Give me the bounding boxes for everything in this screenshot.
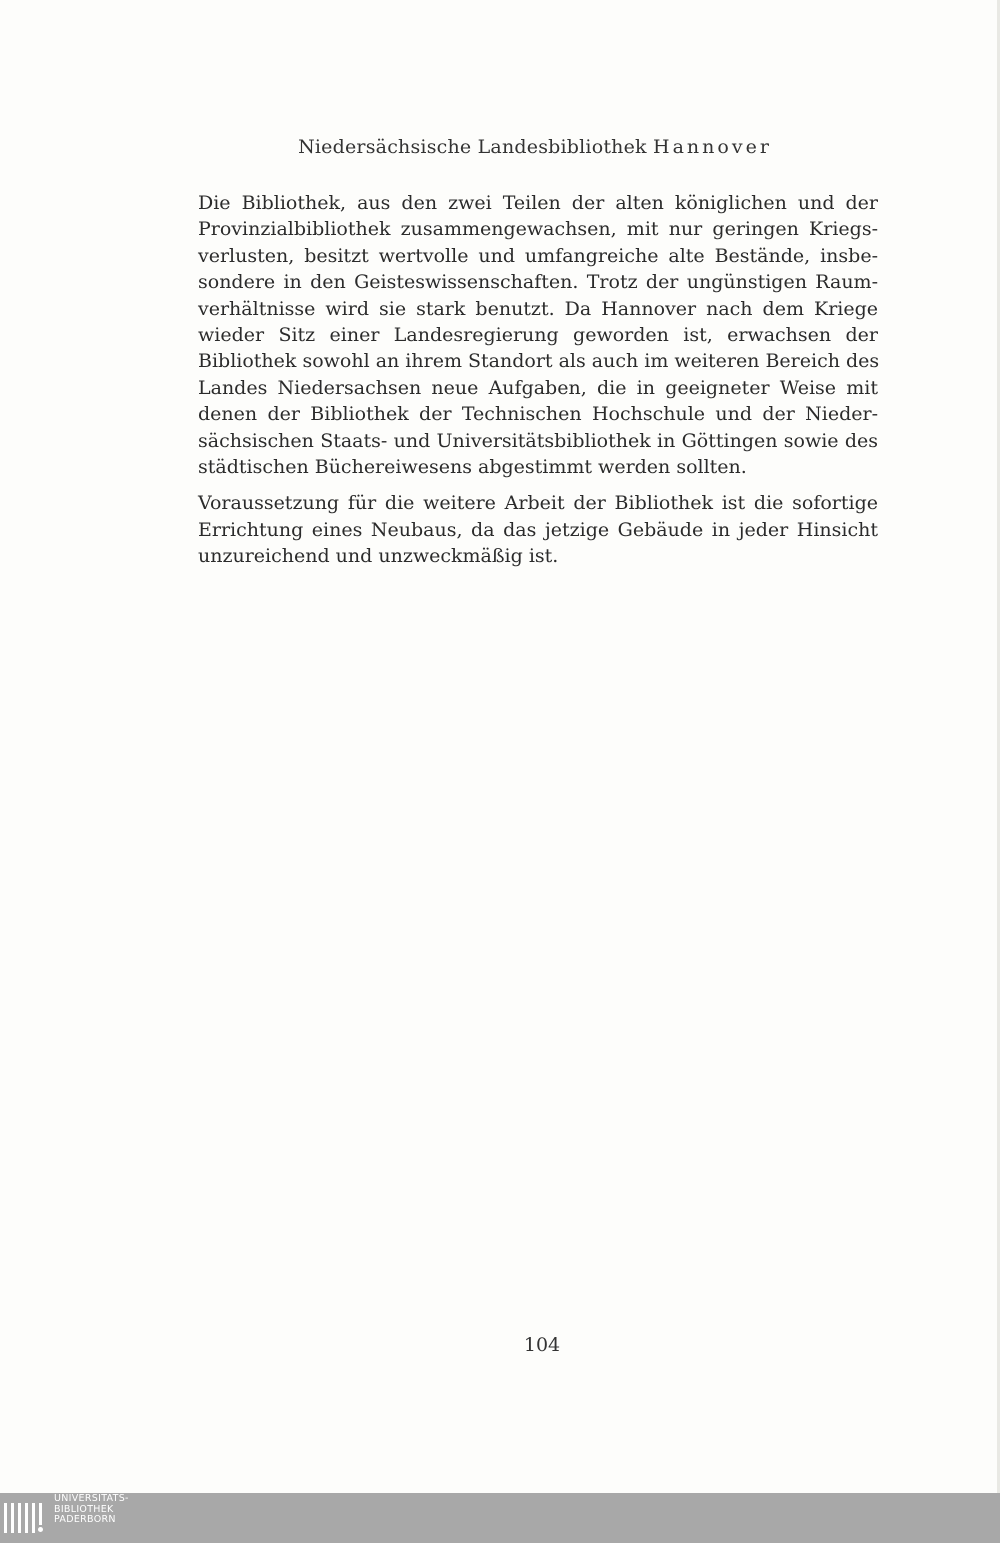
heading-title: Niedersächsische Landesbibliothek [298,136,647,158]
paragraph-1 [198,190,878,480]
heading-city: Hannover [653,136,772,158]
text-line: städtischen Büchereiwesens abgestimmt werden sollten. [198,456,747,479]
text-line: wieder Sitz einer Landesregierung geworden ist, erwachsen der [198,324,878,347]
text-line: Errichtung eines Neubaus, da das jetzige Gebäude in jeder Hinsicht [198,518,878,541]
text-line: sächsischen Staats- und Universitätsbibliothek in Göttingen sowie des [198,429,878,452]
logo-line-1: UNIVERSITÄTS- [54,1493,129,1504]
text-line: Provinzialbibliothek zusammengewachsen, mit nur geringen Kriegs- [198,218,878,241]
logo-line-2: BIBLIOTHEK [54,1503,114,1515]
text-line: Voraussetzung für die weitere Arbeit der Bibliothek ist die sofortige [198,492,878,515]
logo-dot-icon [38,1527,43,1532]
text-line: sondere in den Geisteswissenschaften. Trotz der ungünstigen Raum- [198,271,878,294]
text-line: Landes Niedersachsen neue Aufgaben, die in geeigneter Weise mit [198,376,878,399]
text-line: verhältnisse wird sie stark benutzt. Da Hannover nach dem Kriege [198,297,878,320]
library-logo-icon [4,1503,48,1539]
text-line: Die Bibliothek, aus den zwei Teilen der alten königlichen und der [198,192,878,214]
text-line: denen der Bibliothek der Technischen Hochschule und der Nieder- [198,403,878,426]
footer-bar [0,1493,1000,1543]
text-line: Bibliothek sowohl an ihrem Standort als auch im weiteren Bereich des [198,350,880,373]
page-number: 104 [523,1334,561,1356]
text-line: verlusten, besitzt wertvolle und umfangreiche alte Bestände, insbe- [198,244,878,267]
library-logo-text [54,1494,129,1526]
logo-line-3: PADERBORN [54,1514,116,1525]
text-line: unzureichend und unzweckmäßig ist. [198,545,559,568]
paragraph-2 [198,490,878,569]
page-heading [0,136,1000,158]
body-text [198,190,878,580]
